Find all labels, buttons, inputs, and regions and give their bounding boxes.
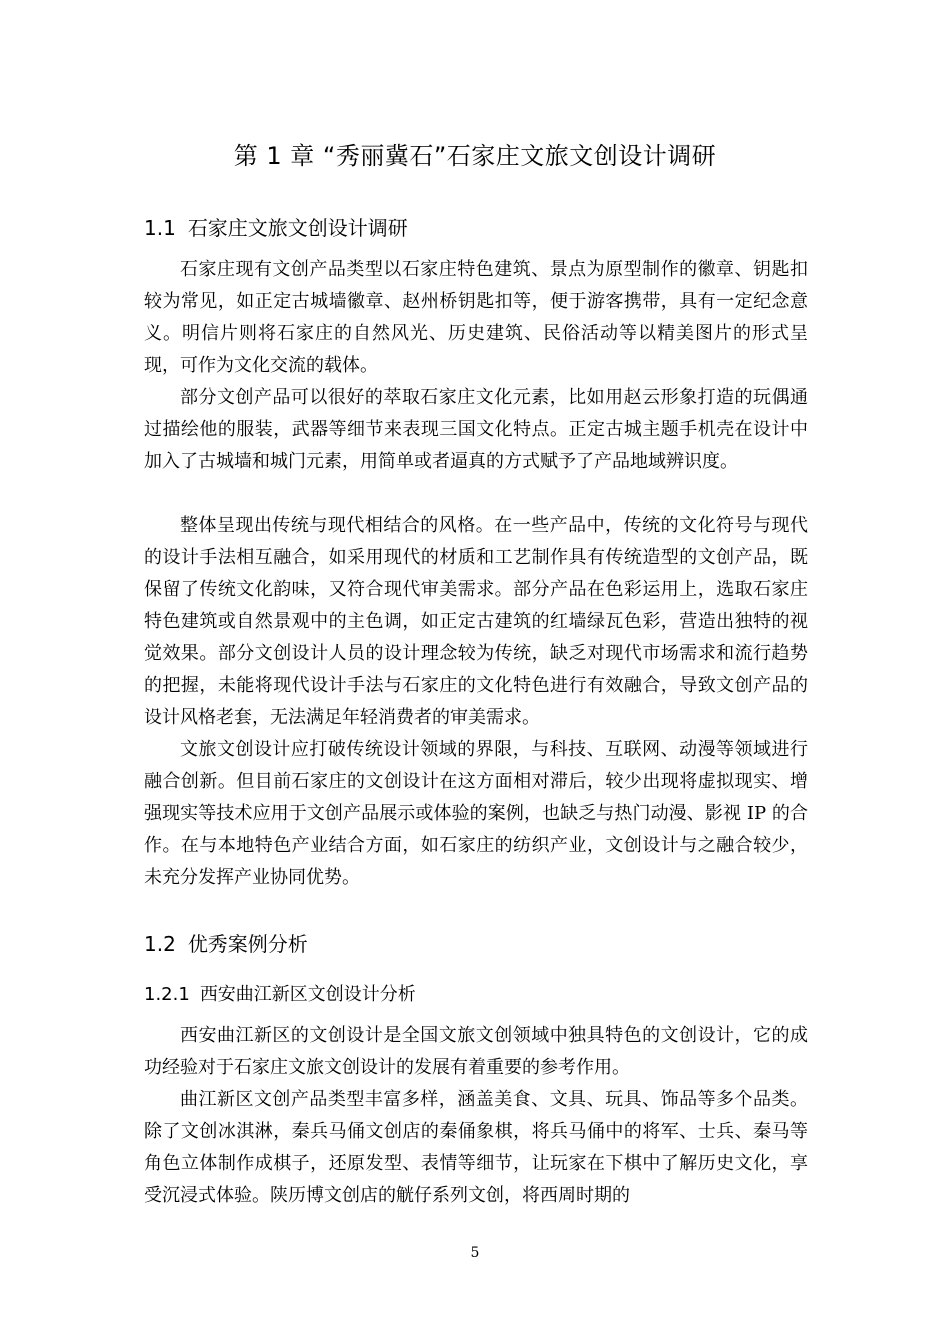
paragraph: 整体呈现出传统与现代相结合的风格。在一些产品中，传统的文化符号与现代的设计手法相互融合，如采用现代的材质和工艺制作具有传统造型的文创产品，既保留了传统文化韵味，又符合现代审美需求。部分产品在色彩运用上，选取石家庄特色建筑或自然景观中的主色调，如正定古建筑的红墙绿瓦色彩，营造出独特的视觉效果。部分文创设计人员的设计理念较为传统，缺乏对现代市场需求和流行趋势的把握，未能将现代设计手法与石家庄的文化特色进行有效融合，导致文创产品的设计风格老套，无法满足年轻消费者的审美需求。	[144, 515, 808, 728]
section-heading-1-2	[144, 930, 308, 958]
subsection-number: 1.2.1	[144, 984, 190, 1005]
section-heading-1-1	[144, 214, 408, 242]
subsection-title: 西安曲江新区文创设计分析	[199, 984, 416, 1005]
page-number: 5	[470, 1245, 480, 1261]
section-title: 石家庄文旅文创设计调研	[187, 216, 408, 240]
paragraph: 石家庄现有文创产品类型以石家庄特色建筑、景点为原型制作的徽章、钥匙扣较为常见，如正定古城墙徽章、赵州桥钥匙扣等，便于游客携带，具有一定纪念意义。明信片则将石家庄的自然风光、历史建筑、民俗活动等以精美图片的形式呈现，可作为文化交流的载体。	[144, 259, 808, 376]
paragraph: 西安曲江新区的文创设计是全国文旅文创领域中独具特色的文创设计，它的成功经验对于石家庄文旅文创设计的发展有着重要的参考作用。	[144, 1025, 808, 1078]
section-title: 优秀案例分析	[187, 932, 308, 956]
chapter-title: 第 1 章 “秀丽冀石”石家庄文旅文创设计调研	[233, 142, 717, 170]
paragraph: 曲江新区文创产品类型丰富多样，涵盖美食、文具、玩具、饰品等多个品类。除了文创冰淇淋，秦兵马俑文创店的秦俑象棋，将兵马俑中的将军、士兵、秦马等角色立体制作成棋子，还原发型、表情等细节，让玩家在下棋中了解历史文化，享受沉浸式体验。陕历博文创店的觥仔系列文创，将西周时期的	[144, 1089, 808, 1206]
section-number: 1.1	[144, 216, 176, 240]
paragraph: 文旅文创设计应打破传统设计领域的界限，与科技、互联网、动漫等领域进行融合创新。但目前石家庄的文创设计在这方面相对滞后，较少出现将虚拟现实、增强现实等技术应用于文创产品展示或体验的案例，也缺乏与热门动漫、影视 IP 的合作。在与本地特色产业结合方面，如石家庄的纺织产业，文创设计与之融合较少，未充分发挥产业协同优势。	[144, 739, 808, 888]
paragraph: 部分文创产品可以很好的萃取石家庄文化元素，比如用赵云形象打造的玩偶通过描绘他的服装，武器等细节来表现三国文化特点。正定古城主题手机壳在设计中加入了古城墙和城门元素，用简单或者逼真的方式赋予了产品地域辨识度。	[144, 387, 808, 472]
subsection-heading-1-2-1	[144, 982, 416, 1008]
section-number: 1.2	[144, 932, 176, 956]
